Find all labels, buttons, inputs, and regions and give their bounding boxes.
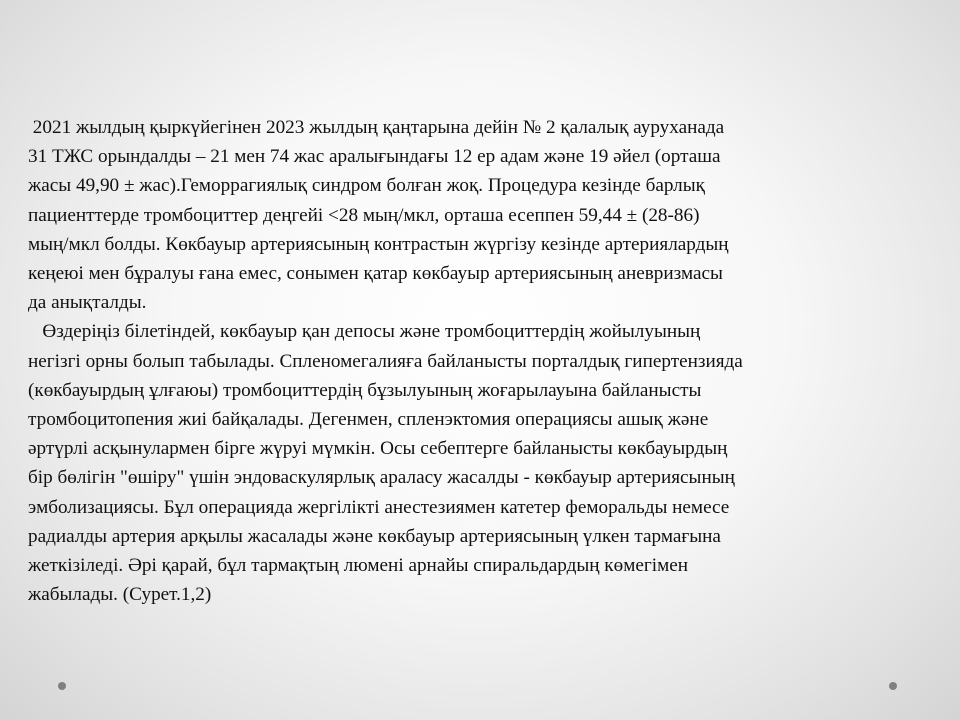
text-line: бір бөлігін "өшіру" үшін эндоваскулярлық араласу жасалды - көкбауыр артериясының (28, 467, 735, 489)
text-line: кеңеюі мен бұралуы ғана емес, сонымен қатар көкбауыр артериясының аневризмасы (28, 263, 723, 285)
text-line: тромбоцитопения жиі байқалады. Дегенмен, спленэктомия операциясы ашық және (28, 409, 709, 431)
text-line: жасы 49,90 ± жас).Геморрагиялық синдром болған жоқ. Процедура кезінде барлық (28, 175, 705, 197)
text-line: радиалды артерия арқылы жасалады және көкбауыр артериясының үлкен тармағына (28, 525, 721, 547)
text-line: жабылады. (Сурет.1,2) (28, 584, 212, 606)
text-line: пациенттерде тромбоциттер деңгейі <28 мың/мкл, орташа есеппен 59,44 ± (28-86) (28, 204, 700, 226)
bottom-left-dot-icon (58, 682, 66, 690)
text-line: негізгі орны болып табылады. Спленомегалияға байланысты порталдық гипертензияда (28, 350, 743, 372)
text-line: (көкбауырдың ұлғаюы) тромбоциттердің бұзылуының жоғарылауына байланысты (28, 379, 702, 401)
text-line: жеткізіледі. Әрі қарай, бұл тармақтың люмені арнайы спиральдардың көмегімен (28, 555, 689, 577)
text-line: Өздеріңіз білетіндей, көкбауыр қан депосы және тромбоциттердің жойылуының (28, 321, 701, 343)
text-line: әртүрлі асқынулармен бірге жүруі мүмкін. Осы себептерге байланысты көкбауырдың (28, 438, 728, 460)
bottom-right-dot-icon (889, 682, 897, 690)
text-line: да анықталды. (28, 292, 147, 314)
text-line: мың/мкл болды. Көкбауыр артериясының контрастын жүргізу кезінде артериялардың (28, 233, 729, 255)
body-text (28, 113, 933, 609)
text-line: 2021 жылдың қыркүйегінен 2023 жылдың қаңтарына дейін № 2 қалалық ауруханада (28, 117, 725, 138)
text-line: 31 ТЖС орындалды – 21 мен 74 жас аралығындағы 12 ер адам және 19 әйел (орташа (28, 146, 721, 168)
text-line: эмболизациясы. Бұл операцияда жергілікті анестезиямен катетер феморальды немесе (28, 496, 730, 518)
